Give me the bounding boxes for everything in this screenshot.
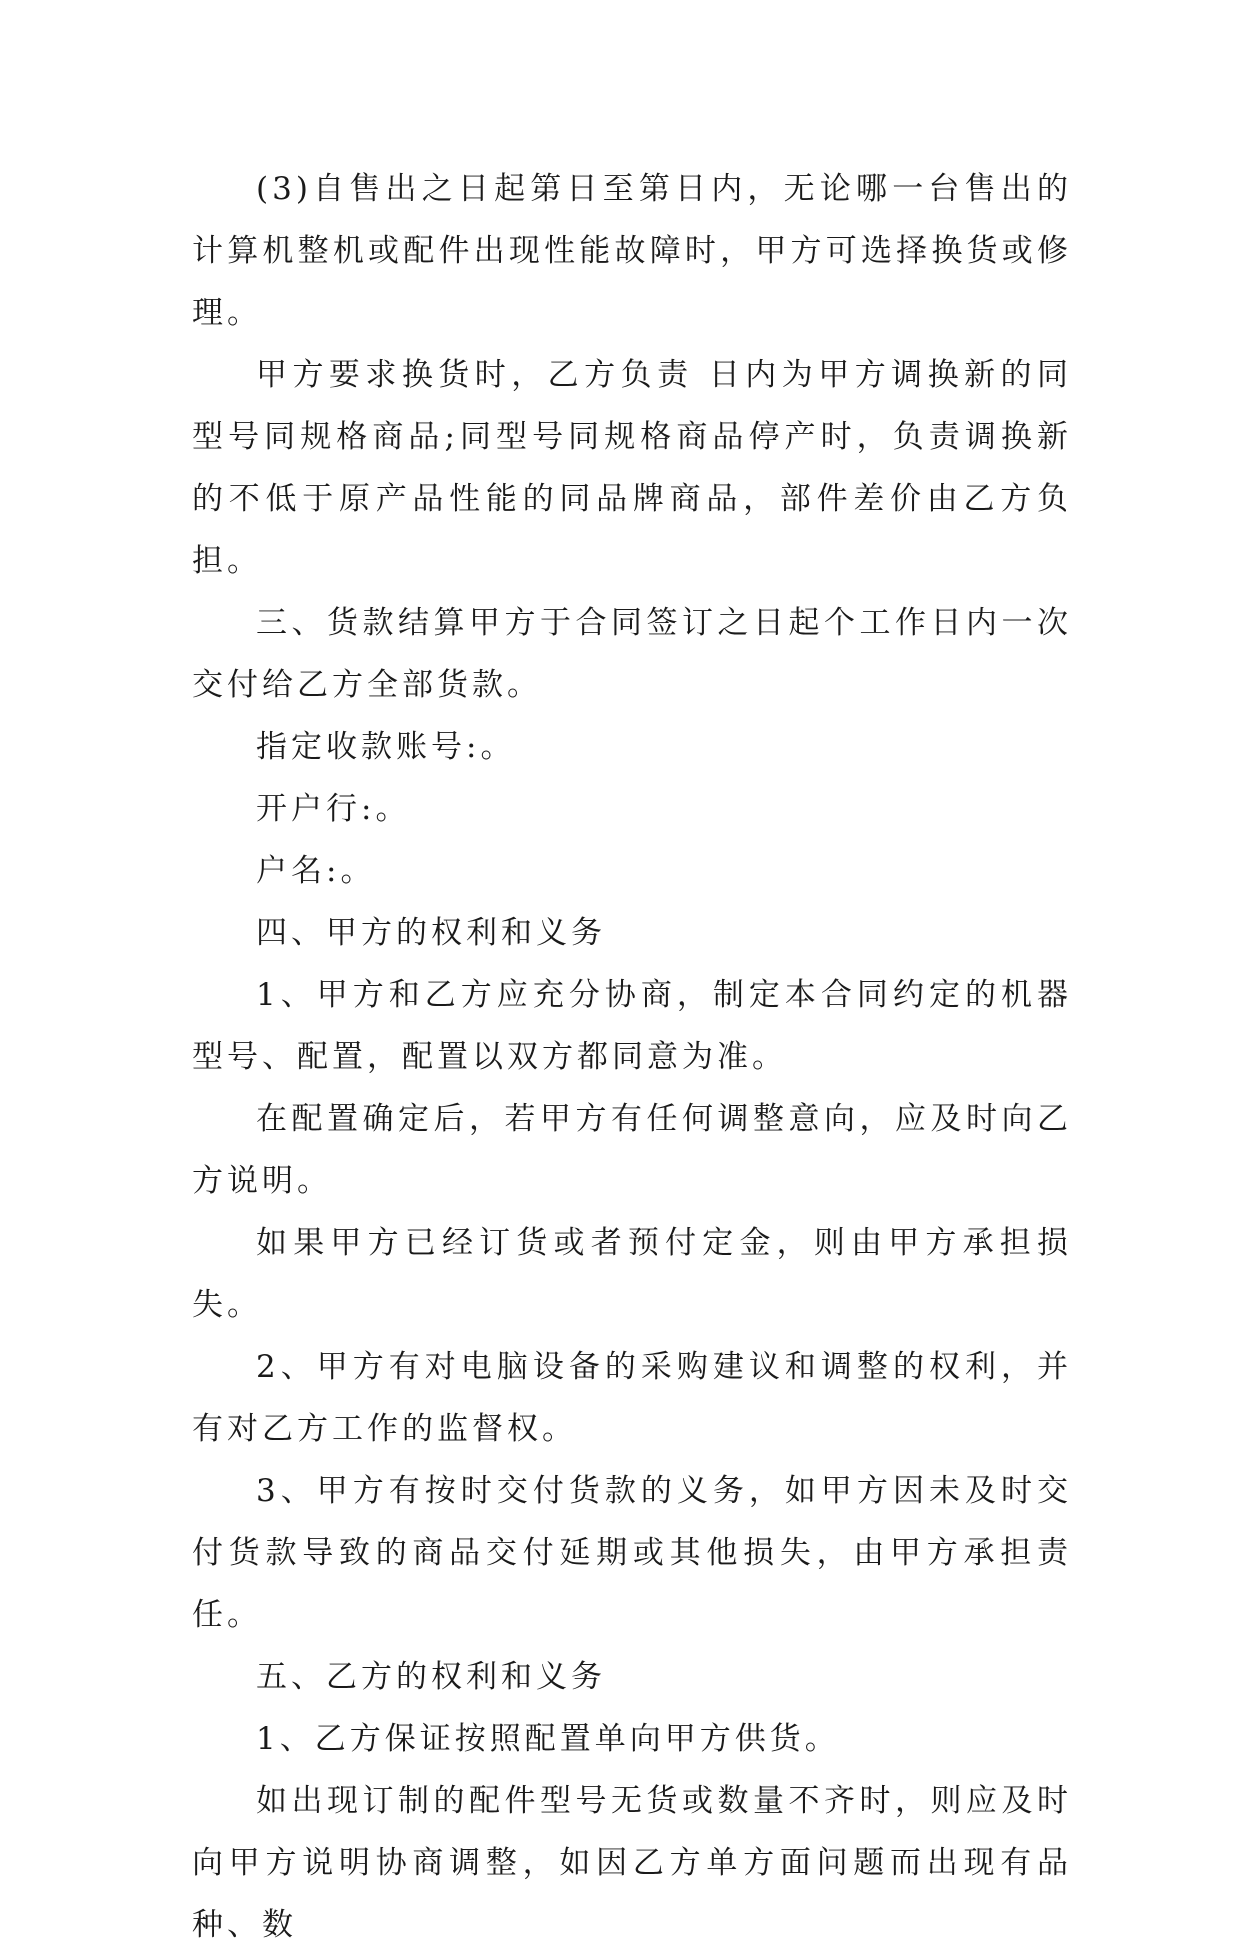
- document-body: [192, 158, 1072, 1956]
- paragraph-deposit-loss: 如果甲方已经订货或者预付定金，则由甲方承担损失。: [192, 1225, 1072, 1323]
- paragraph-party-b-item-1: 1、乙方保证按照配置单向甲方供货。: [256, 1721, 840, 1757]
- paragraph-bank: 开户行:。: [256, 791, 411, 827]
- paragraph-party-a-item-1: 1、甲方和乙方应充分协商，制定本合同约定的机器型号、配置，配置以双方都同意为准。: [192, 977, 1072, 1075]
- paragraph-warranty-clause-3: (3)自售出之日起第日至第日内，无论哪一台售出的计算机整机或配件出现性能故障时，甲方可选择换货或修理。: [192, 171, 1072, 331]
- paragraph-configuration-change: 在配置确定后，若甲方有任何调整意向，应及时向乙方说明。: [192, 1101, 1072, 1199]
- heading-party-a-rights: 四、甲方的权利和义务: [256, 915, 606, 951]
- paragraph-party-a-item-2: 2、甲方有对电脑设备的采购建议和调整的权利，并有对乙方工作的监督权。: [192, 1349, 1072, 1447]
- paragraph-exchange-terms: 甲方要求换货时，乙方负责 日内为甲方调换新的同型号同规格商品;同型号同规格商品停产时，负责调换新的不低于原产品性能的同品牌商品，部件差价由乙方负担。: [192, 357, 1072, 579]
- paragraph-stock-shortage: 如出现订制的配件型号无货或数量不齐时，则应及时向甲方说明协商调整，如因乙方单方面问题而出现有品种、数: [192, 1783, 1072, 1943]
- paragraph-payment-settlement: 三、货款结算甲方于合同签订之日起个工作日内一次交付给乙方全部货款。: [192, 605, 1072, 703]
- heading-party-b-rights: 五、乙方的权利和义务: [256, 1659, 606, 1695]
- paragraph-party-a-item-3: 3、甲方有按时交付货款的义务，如甲方因未及时交付货款导致的商品交付延期或其他损失，由甲方承担责任。: [192, 1473, 1072, 1633]
- paragraph-account-number: 指定收款账号:。: [256, 729, 516, 765]
- paragraph-account-name: 户名:。: [256, 853, 376, 889]
